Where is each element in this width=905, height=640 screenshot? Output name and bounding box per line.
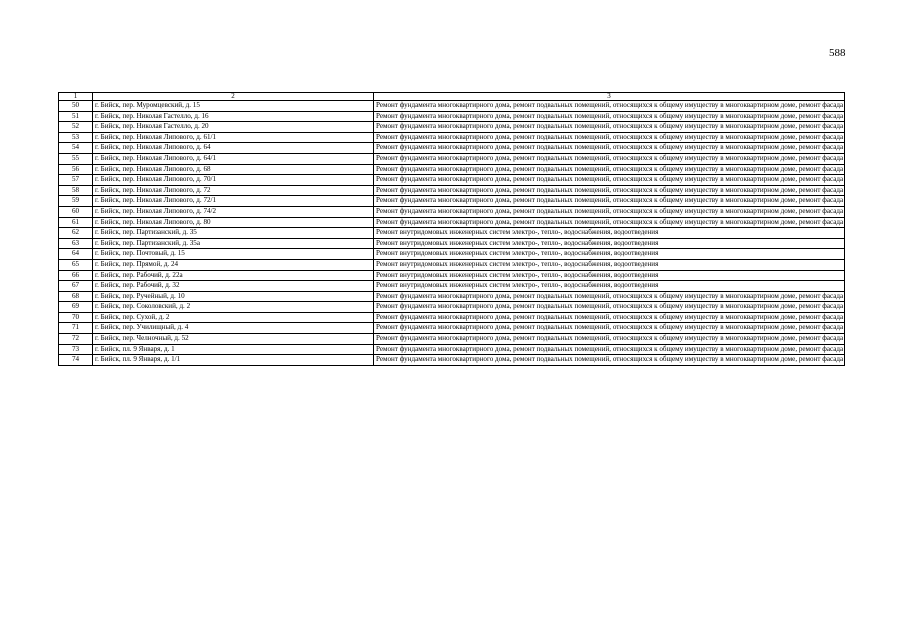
address-cell: г. Бийск, пер. Соколовский, д. 2 — [93, 302, 374, 313]
table-row — [59, 334, 845, 345]
work-description-cell: Ремонт фундамента многоквартирного дома, ремонт подвальных помещений, относящихся к общему имуществу в многоквартирном доме, ремонт фасада — [374, 153, 845, 164]
work-description-cell: Ремонт фундамента многоквартирного дома, ремонт подвальных помещений, относящихся к общему имуществу в многоквартирном доме, ремонт фасада — [374, 217, 845, 228]
row-number: 51 — [59, 111, 93, 122]
work-description-cell: Ремонт внутридомовых инженерных систем электро-, тепло-, водоснабжения, водоотведения — [374, 259, 845, 270]
table-row — [59, 185, 845, 196]
row-number: 50 — [59, 101, 93, 112]
table-row — [59, 249, 845, 260]
row-number: 64 — [59, 249, 93, 260]
address-cell: г. Бийск, пер. Николая Гастелло, д. 16 — [93, 111, 374, 122]
work-description-cell: Ремонт внутридомовых инженерных систем электро-, тепло-, водоснабжения, водоотведения — [374, 228, 845, 239]
table-row — [59, 196, 845, 207]
table-row — [59, 143, 845, 154]
address-cell: г. Бийск, пер. Прямой, д. 24 — [93, 259, 374, 270]
row-number: 55 — [59, 153, 93, 164]
address-cell: г. Бийск, пер. Николая Липового, д. 64 — [93, 143, 374, 154]
row-number: 70 — [59, 312, 93, 323]
row-number: 72 — [59, 334, 93, 345]
work-description-cell: Ремонт фундамента многоквартирного дома, ремонт подвальных помещений, относящихся к общему имуществу в многоквартирном доме, ремонт фасада — [374, 312, 845, 323]
table-row — [59, 291, 845, 302]
work-description-cell: Ремонт внутридомовых инженерных систем электро-, тепло-, водоснабжения, водоотведения — [374, 238, 845, 249]
work-description-cell: Ремонт фундамента многоквартирного дома, ремонт подвальных помещений, относящихся к общему имуществу в многоквартирном доме, ремонт фасада — [374, 164, 845, 175]
row-number: 60 — [59, 206, 93, 217]
work-description-cell: Ремонт фундамента многоквартирного дома, ремонт подвальных помещений, относящихся к общему имуществу в многоквартирном доме, ремонт фасада — [374, 206, 845, 217]
row-number: 54 — [59, 143, 93, 154]
row-number: 58 — [59, 185, 93, 196]
table-row — [59, 312, 845, 323]
address-cell: г. Бийск, пер. Партизанский, д. 35 — [93, 228, 374, 239]
table-row — [59, 111, 845, 122]
table-row — [59, 270, 845, 281]
work-description-cell: Ремонт фундамента многоквартирного дома, ремонт подвальных помещений, относящихся к общему имуществу в многоквартирном доме, ремонт фасада — [374, 344, 845, 355]
work-description-cell: Ремонт внутридомовых инженерных систем электро-, тепло-, водоснабжения, водоотведения — [374, 281, 845, 292]
row-number: 65 — [59, 259, 93, 270]
column-number-1: 1 — [59, 93, 93, 101]
address-cell: г. Бийск, пер. Николая Липового, д. 64/1 — [93, 153, 374, 164]
row-number: 73 — [59, 344, 93, 355]
row-number: 56 — [59, 164, 93, 175]
work-description-cell: Ремонт фундамента многоквартирного дома, ремонт подвальных помещений, относящихся к общему имуществу в многоквартирном доме, ремонт фасада — [374, 355, 845, 366]
row-number: 59 — [59, 196, 93, 207]
table-row — [59, 101, 845, 112]
table-row — [59, 228, 845, 239]
table-row — [59, 217, 845, 228]
row-number: 61 — [59, 217, 93, 228]
address-cell: г. Бийск, пер. Николая Липового, д. 68 — [93, 164, 374, 175]
column-number-header-row — [59, 93, 845, 101]
address-cell: г. Бийск, пер. Николая Липового, д. 74/2 — [93, 206, 374, 217]
address-cell: г. Бийск, пер. Ручейный, д. 10 — [93, 291, 374, 302]
work-description-cell: Ремонт фундамента многоквартирного дома, ремонт подвальных помещений, относящихся к общему имуществу в многоквартирном доме, ремонт фасада — [374, 196, 845, 207]
table-body — [59, 93, 845, 366]
work-description-cell: Ремонт фундамента многоквартирного дома, ремонт подвальных помещений, относящихся к общему имуществу в многоквартирном доме, ремонт фасада — [374, 323, 845, 334]
table-row — [59, 344, 845, 355]
table-row — [59, 302, 845, 313]
table-row — [59, 323, 845, 334]
row-number: 67 — [59, 281, 93, 292]
work-description-cell: Ремонт фундамента многоквартирного дома, ремонт подвальных помещений, относящихся к общему имуществу в многоквартирном доме, ремонт фасада — [374, 122, 845, 133]
table-row — [59, 164, 845, 175]
row-number: 53 — [59, 132, 93, 143]
row-number: 63 — [59, 238, 93, 249]
address-cell: г. Бийск, пер. Николая Липового, д. 72 — [93, 185, 374, 196]
table-row — [59, 175, 845, 186]
row-number: 68 — [59, 291, 93, 302]
work-description-cell: Ремонт фундамента многоквартирного дома, ремонт подвальных помещений, относящихся к общему имуществу в многоквартирном доме, ремонт фасада — [374, 334, 845, 345]
page-number: 588 — [829, 47, 846, 59]
address-cell: г. Бийск, пер. Рабочий, д. 32 — [93, 281, 374, 292]
table-row — [59, 259, 845, 270]
address-cell: г. Бийск, пер. Почтовый, д. 15 — [93, 249, 374, 260]
table-row — [59, 206, 845, 217]
work-description-cell: Ремонт фундамента многоквартирного дома, ремонт подвальных помещений, относящихся к общему имуществу в многоквартирном доме, ремонт фасада — [374, 302, 845, 313]
work-description-cell: Ремонт фундамента многоквартирного дома, ремонт подвальных помещений, относящихся к общему имуществу в многоквартирном доме, ремонт фасада — [374, 185, 845, 196]
row-number: 57 — [59, 175, 93, 186]
work-description-cell: Ремонт фундамента многоквартирного дома, ремонт подвальных помещений, относящихся к общему имуществу в многоквартирном доме, ремонт фасада — [374, 111, 845, 122]
table-row — [59, 238, 845, 249]
work-description-cell: Ремонт фундамента многоквартирного дома, ремонт подвальных помещений, относящихся к общему имуществу в многоквартирном доме, ремонт фасада — [374, 291, 845, 302]
address-cell: г. Бийск, пер. Партизанский, д. 35а — [93, 238, 374, 249]
address-cell: г. Бийск, пер. Николая Гастелло, д. 20 — [93, 122, 374, 133]
address-cell: г. Бийск, пер. Сухой, д. 2 — [93, 312, 374, 323]
address-cell: г. Бийск, пер. Николая Липового, д. 80 — [93, 217, 374, 228]
repair-schedule-table — [58, 92, 845, 366]
address-cell: г. Бийск, пер. Училищный, д. 4 — [93, 323, 374, 334]
address-cell: г. Бийск, пер. Рабочий, д. 22а — [93, 270, 374, 281]
work-description-cell: Ремонт фундамента многоквартирного дома, ремонт подвальных помещений, относящихся к общему имуществу в многоквартирном доме, ремонт фасада — [374, 175, 845, 186]
work-description-cell: Ремонт фундамента многоквартирного дома, ремонт подвальных помещений, относящихся к общему имуществу в многоквартирном доме, ремонт фасада — [374, 101, 845, 112]
address-cell: г. Бийск, пер. Челночный, д. 52 — [93, 334, 374, 345]
column-number-3: 3 — [374, 93, 845, 101]
address-cell: г. Бийск, пер. Николая Липового, д. 70/1 — [93, 175, 374, 186]
table-row — [59, 122, 845, 133]
work-description-cell: Ремонт внутридомовых инженерных систем электро-, тепло-, водоснабжения, водоотведения — [374, 249, 845, 260]
row-number: 52 — [59, 122, 93, 133]
column-number-2: 2 — [93, 93, 374, 101]
address-cell: г. Бийск, пл. 9 Января, д. 1 — [93, 344, 374, 355]
row-number: 62 — [59, 228, 93, 239]
work-description-cell: Ремонт фундамента многоквартирного дома, ремонт подвальных помещений, относящихся к общему имуществу в многоквартирном доме, ремонт фасада — [374, 143, 845, 154]
address-cell: г. Бийск, пер. Муромцевский, д. 15 — [93, 101, 374, 112]
work-description-cell: Ремонт внутридомовых инженерных систем электро-, тепло-, водоснабжения, водоотведения — [374, 270, 845, 281]
address-cell: г. Бийск, пер. Николая Липового, д. 61/1 — [93, 132, 374, 143]
address-cell: г. Бийск, пл. 9 Января, д. 1/1 — [93, 355, 374, 366]
address-cell: г. Бийск, пер. Николая Липового, д. 72/1 — [93, 196, 374, 207]
row-number: 69 — [59, 302, 93, 313]
row-number: 71 — [59, 323, 93, 334]
table-row — [59, 153, 845, 164]
row-number: 74 — [59, 355, 93, 366]
table-row — [59, 355, 845, 366]
table-row — [59, 281, 845, 292]
work-description-cell: Ремонт фундамента многоквартирного дома, ремонт подвальных помещений, относящихся к общему имуществу в многоквартирном доме, ремонт фасада — [374, 132, 845, 143]
table-row — [59, 132, 845, 143]
row-number: 66 — [59, 270, 93, 281]
